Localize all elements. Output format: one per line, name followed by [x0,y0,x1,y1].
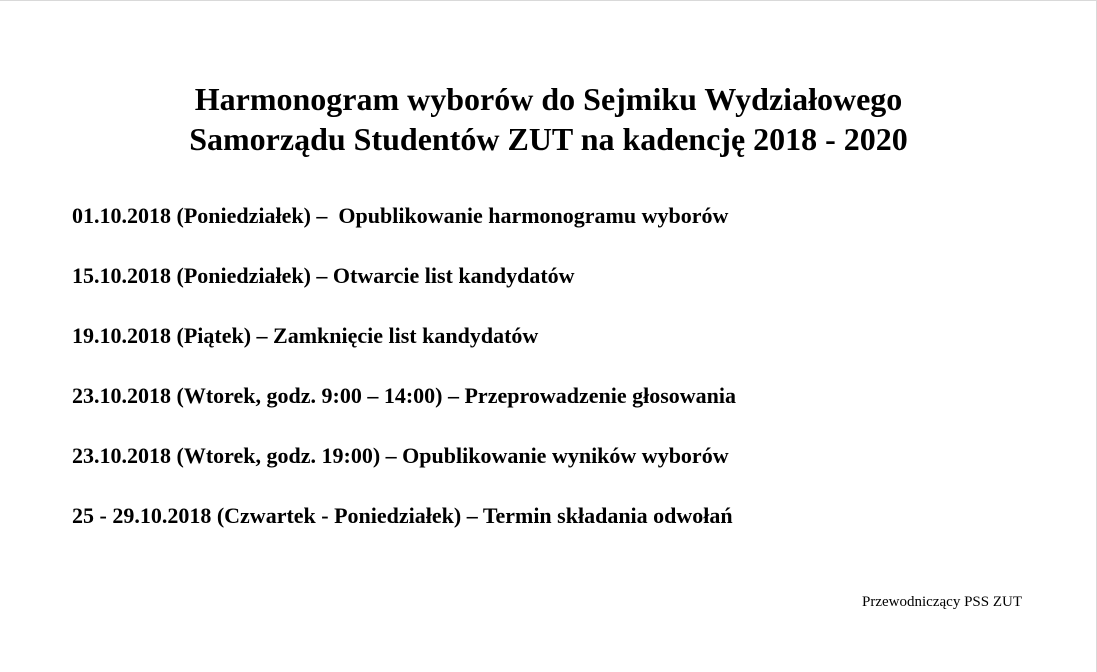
title-line-1: Harmonogram wyborów do Sejmiku Wydziałowego [194,81,903,117]
election-schedule-list [72,201,736,561]
schedule-item: 25 - 29.10.2018 (Czwartek - Poniedziałek) – Termin składania odwołań [72,503,733,528]
document-title [0,79,1097,159]
schedule-item: 01.10.2018 (Poniedziałek) – Opublikowanie harmonogramu wyborów [72,203,729,228]
schedule-item: 15.10.2018 (Poniedziałek) – Otwarcie list kandydatów [72,263,575,288]
schedule-item: 23.10.2018 (Wtorek, godz. 9:00 – 14:00) – Przeprowadzenie głosowania [72,383,737,408]
schedule-item: 23.10.2018 (Wtorek, godz. 19:00) – Opublikowanie wyników wyborów [72,443,729,468]
signature: Przewodniczący PSS ZUT [862,594,1022,610]
schedule-item: 19.10.2018 (Piątek) – Zamknięcie list kandydatów [72,323,539,348]
title-line-2: Samorządu Studentów ZUT na kadencję 2018 - 2020 [189,121,908,157]
